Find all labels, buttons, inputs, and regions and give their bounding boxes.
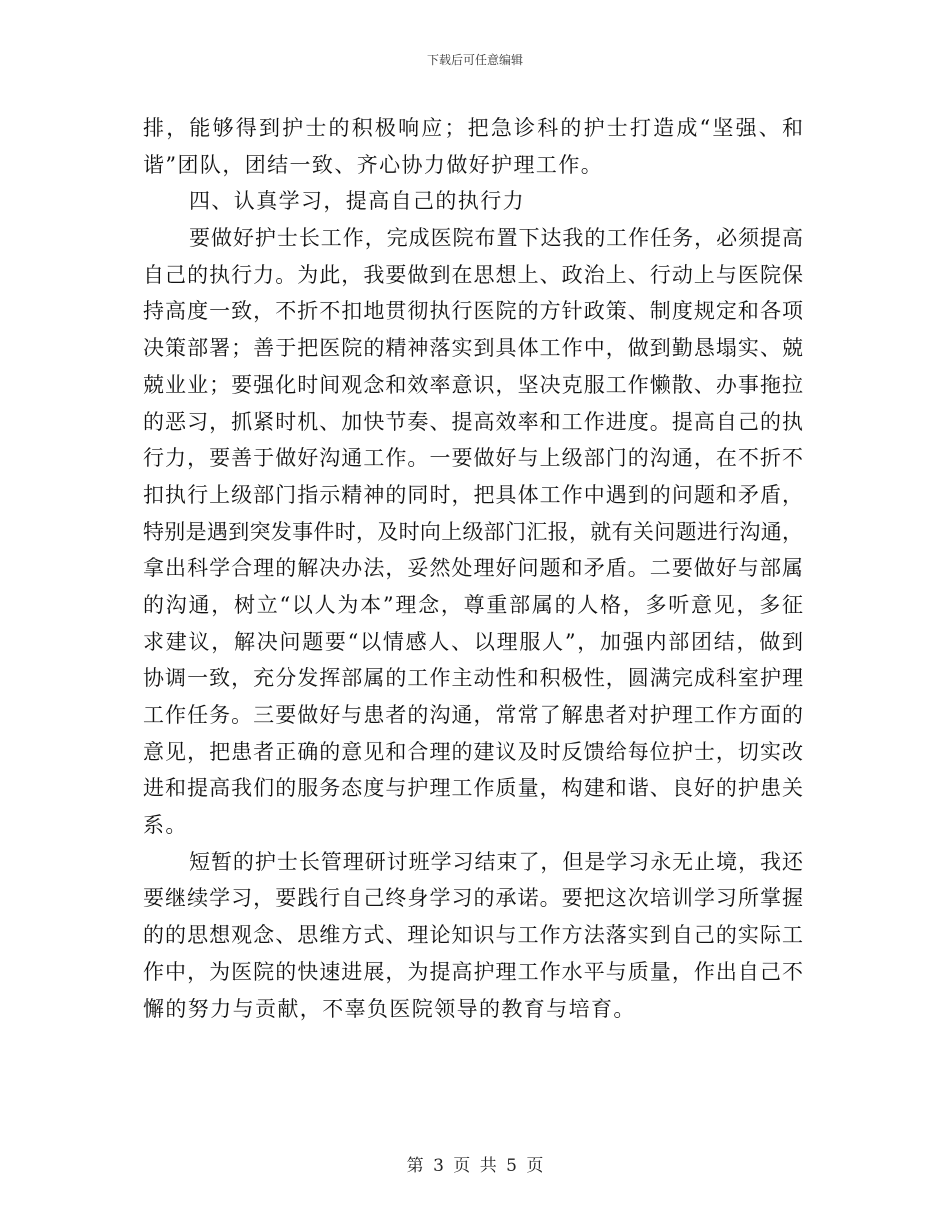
text-line: 谐”团队，团结一致、齐心协力做好护理工作。 <box>143 152 604 177</box>
text-line: 持高度一致，不折不扣地贯彻执行医院的方针政策、制度规定和各项 <box>143 299 803 324</box>
text-line: 排，能够得到护士的积极响应；把急诊科的护士打造成“坚强、和 <box>143 116 803 140</box>
page-number: 第 3 页 共 5 页 <box>406 1156 544 1176</box>
text-line: 决策部署；善于把医院的精神落实到具体工作中，做到勤恳塌实、兢 <box>143 336 803 361</box>
text-line: 系。 <box>143 813 188 838</box>
text-line: 懈的努力与贡献，不辜负医院领导的教育与培育。 <box>143 996 636 1021</box>
text-line: 进和提高我们的服务态度与护理工作质量，构建和谐、良好的护患关 <box>143 776 803 801</box>
page-header: 下载后可任意编辑 <box>426 53 523 67</box>
text-line: 求建议，解决问题要“以情感人、以理服人”，加强内部团结，做到 <box>143 629 803 654</box>
text-line: 自己的执行力。为此，我要做到在思想上、政治上、行动上与医院保 <box>143 262 803 287</box>
text-line: 工作任务。三要做好与患者的沟通，常常了解患者对护理工作方面的 <box>143 703 803 727</box>
text-line: 扣执行上级部门指示精神的同时，把具体工作中遇到的问题和矛盾， <box>143 482 803 507</box>
document-body <box>143 110 803 1027</box>
text-line: 协调一致，充分发挥部属的工作主动性和积极性，圆满完成科室护理 <box>143 666 803 691</box>
text-line: 要继续学习，要践行自己终身学习的承诺。要把这次培训学习所掌握 <box>143 886 803 911</box>
text-line: 的的思想观念、思维方式、理论知识与工作方法落实到自己的实际工 <box>143 923 803 948</box>
text-line: 的沟通，树立“以人为本”理念，尊重部属的人格，多听意见，多征 <box>143 592 803 617</box>
text-line: 行力，要善于做好沟通工作。一要做好与上级部门的沟通，在不折不 <box>143 446 803 471</box>
text-line: 作中，为医院的快速进展，为提高护理工作水平与质量，作出自己不 <box>143 959 803 984</box>
text-line: 要做好护士长工作，完成医院布置下达我的工作任务，必须提高 <box>189 226 803 251</box>
text-line: 意见，把患者正确的意见和合理的建议及时反馈给每位护士，切实改 <box>143 739 803 764</box>
text-line: 的恶习，抓紧时机、加快节奏、提高效率和工作进度。提高自己的执 <box>143 409 803 434</box>
section-heading: 四、认真学习，提高自己的执行力 <box>189 189 525 214</box>
text-line: 短暂的护士长管理研讨班学习结束了，但是学习永无止境，我还 <box>189 849 803 874</box>
text-line: 兢业业；要强化时间观念和效率意识，坚决克服工作懒散、办事拖拉 <box>143 372 803 397</box>
text-line: 拿出科学合理的解决办法，妥然处理好问题和矛盾。二要做好与部属 <box>143 556 803 581</box>
text-line: 特别是遇到突发事件时，及时向上级部门汇报，就有关问题进行沟通， <box>143 519 803 544</box>
